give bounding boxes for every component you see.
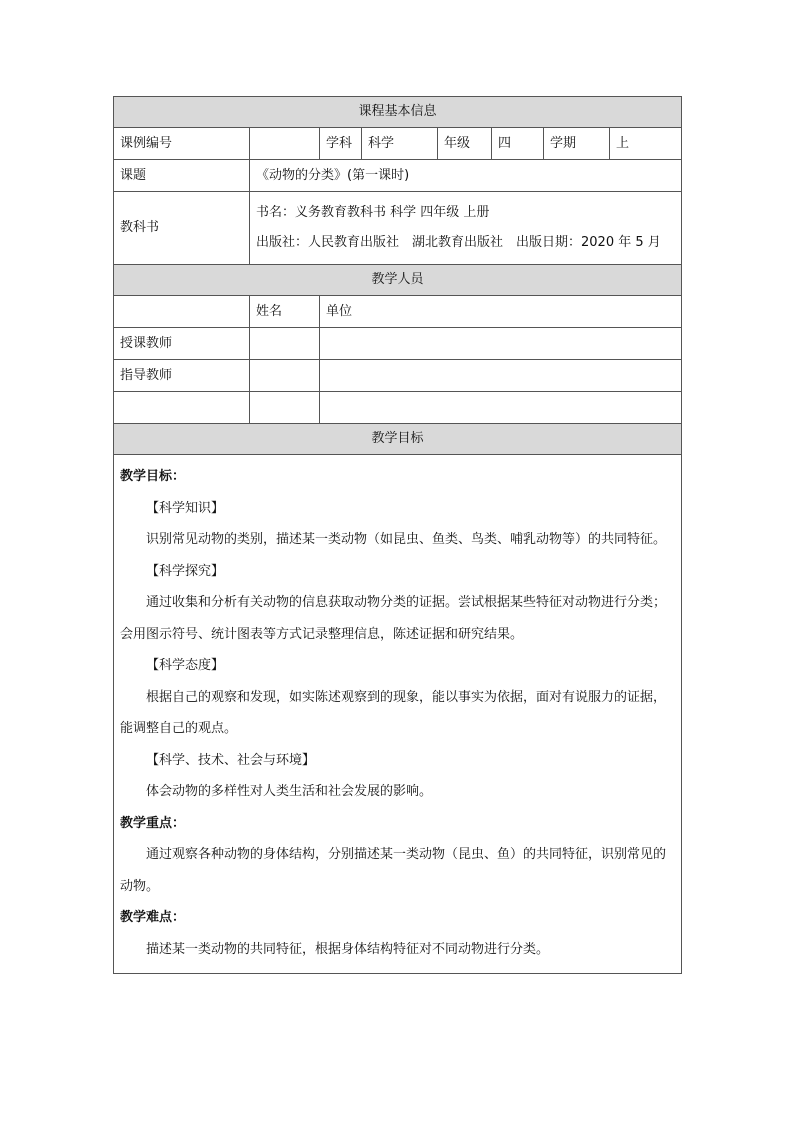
case-number-label: 课例编号 <box>114 128 250 160</box>
staff-unit <box>320 328 682 360</box>
knowledge-title: 【科学知识】 <box>146 500 225 516</box>
lesson-info-table <box>113 96 682 974</box>
key-points-text: 通过观察各种动物的身体结构，分别描述某一类动物（昆虫、鱼）的共同特征，识别常见的动物。 <box>120 847 667 894</box>
topic-label: 课题 <box>114 160 250 192</box>
grade-label: 年级 <box>438 128 492 160</box>
objectives-header-row <box>114 424 682 455</box>
staff-row <box>114 328 682 360</box>
staff-unit <box>320 392 682 424</box>
staff-name <box>250 360 320 392</box>
difficulties-title: 教学难点： <box>120 910 186 925</box>
staff-row <box>114 392 682 424</box>
topic-value: 《动物的分类》(第一课时) <box>250 160 682 192</box>
textbook-details <box>250 192 682 265</box>
staff-header-row <box>114 265 682 296</box>
difficulties-text: 描述某一类动物的共同特征，根据身体结构特征对不同动物进行分类。 <box>146 941 550 957</box>
staff-columns-row <box>114 296 682 328</box>
objectives-content <box>114 455 682 974</box>
staff-role <box>114 392 250 424</box>
attitude-title: 【科学态度】 <box>146 658 225 673</box>
course-meta-row <box>114 128 682 160</box>
inquiry-title: 【科学探究】 <box>146 563 225 579</box>
staff-unit <box>320 360 682 392</box>
textbook-publisher: 出版社：人民教育出版社 湖北教育出版社 出版日期：2020 年 5 月 <box>256 235 661 250</box>
textbook-label: 教科书 <box>114 192 250 265</box>
staff-name-column-header: 姓名 <box>250 296 320 328</box>
knowledge-text: 识别常见动物的类别，描述某一类动物（如昆虫、鱼类、鸟类、哺乳动物等）的共同特征。 <box>146 532 667 547</box>
case-number-value <box>250 128 320 160</box>
term-label: 学期 <box>544 128 610 160</box>
objectives-header: 教学目标 <box>114 424 682 455</box>
subject-value: 科学 <box>362 128 438 160</box>
attitude-text: 根据自己的观察和发现，如实陈述观察到的现象，能以事实为依据，面对有说服力的证据，能调整自己的观点。 <box>120 689 667 736</box>
staff-unit-column-header: 单位 <box>320 296 682 328</box>
key-points-title: 教学重点： <box>120 815 186 831</box>
course-info-header: 课程基本信息 <box>114 97 682 128</box>
grade-value: 四 <box>492 128 544 160</box>
staff-role: 授课教师 <box>114 328 250 360</box>
inquiry-text: 通过收集和分析有关动物的信息获取动物分类的证据。尝试根据某些特征对动物进行分类；会用图示符号、统计图表等方式记录整理信息，陈述证据和研究结果。 <box>120 595 667 642</box>
objectives-content-row <box>114 455 682 974</box>
subject-label: 学科 <box>320 128 362 160</box>
staff-header: 教学人员 <box>114 265 682 296</box>
stse-title: 【科学、技术、社会与环境】 <box>146 752 316 768</box>
term-value: 上 <box>610 128 682 160</box>
staff-row <box>114 360 682 392</box>
textbook-name: 书名：义务教育教科书 科学 四年级 上册 <box>256 205 490 220</box>
textbook-row <box>114 192 682 265</box>
staff-name <box>250 392 320 424</box>
staff-role: 指导教师 <box>114 360 250 392</box>
staff-role-column-header <box>114 296 250 328</box>
staff-name <box>250 328 320 360</box>
stse-text: 体会动物的多样性对人类生活和社会发展的影响。 <box>146 784 433 799</box>
topic-row <box>114 160 682 192</box>
course-info-header-row <box>114 97 682 128</box>
goals-title: 教学目标： <box>120 469 186 484</box>
